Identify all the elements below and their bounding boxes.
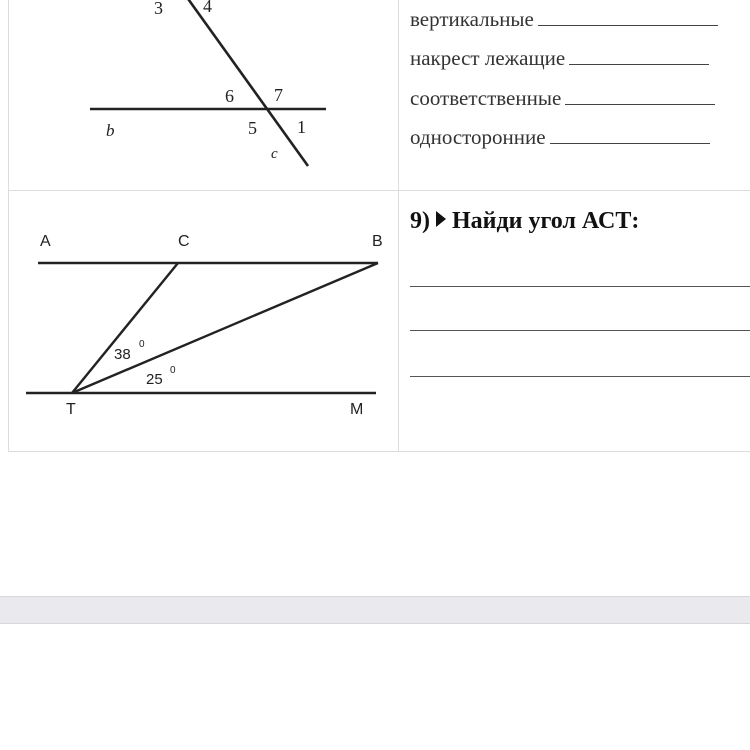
point-label-b: B [372,233,383,250]
angle-type-row [410,7,718,32]
angle-label-5: 5 [248,118,257,138]
angle-value-25: 25 [146,371,163,388]
answer-blank[interactable] [538,9,718,26]
task-number: 9) [410,208,430,234]
table-middle-border [398,0,399,452]
parallel-lines-figure [0,0,398,452]
angle-type-row [410,46,709,71]
answer-blank[interactable] [569,48,709,65]
angle-label-6: 6 [225,86,234,106]
angle-type-row [410,86,715,111]
point-label-a: A [40,233,51,250]
answer-line[interactable] [410,286,750,287]
angle-value-38: 38 [114,346,131,363]
answer-line[interactable] [410,330,750,331]
segment-tb [72,263,378,393]
angle-label-1: 1 [297,117,306,137]
angle-label-3: 3 [154,0,163,18]
angle-type-label: односторонние [410,125,546,149]
degree-mark: 0 [170,365,176,376]
play-triangle-icon [436,211,446,227]
answer-line[interactable] [410,376,750,377]
task-text: Найди угол АСТ: [452,208,640,234]
answer-blank[interactable] [565,88,715,105]
task-9-heading [410,208,639,235]
degree-mark: 0 [139,339,145,350]
bottom-toolbar [0,596,750,624]
angle-type-label: вертикальные [410,7,534,31]
point-label-m: M [350,401,364,418]
point-label-c: C [178,233,190,250]
angle-type-label: соответственные [410,86,562,110]
line-label-b: b [106,121,115,140]
line-label-c: c [271,146,278,162]
angle-label-7: 7 [274,85,283,105]
answer-blank[interactable] [550,127,710,144]
angle-type-label: накрест лежащие [410,46,566,70]
angle-label-4: 4 [203,0,212,16]
angle-type-row [410,125,710,150]
point-label-t: T [66,401,76,418]
